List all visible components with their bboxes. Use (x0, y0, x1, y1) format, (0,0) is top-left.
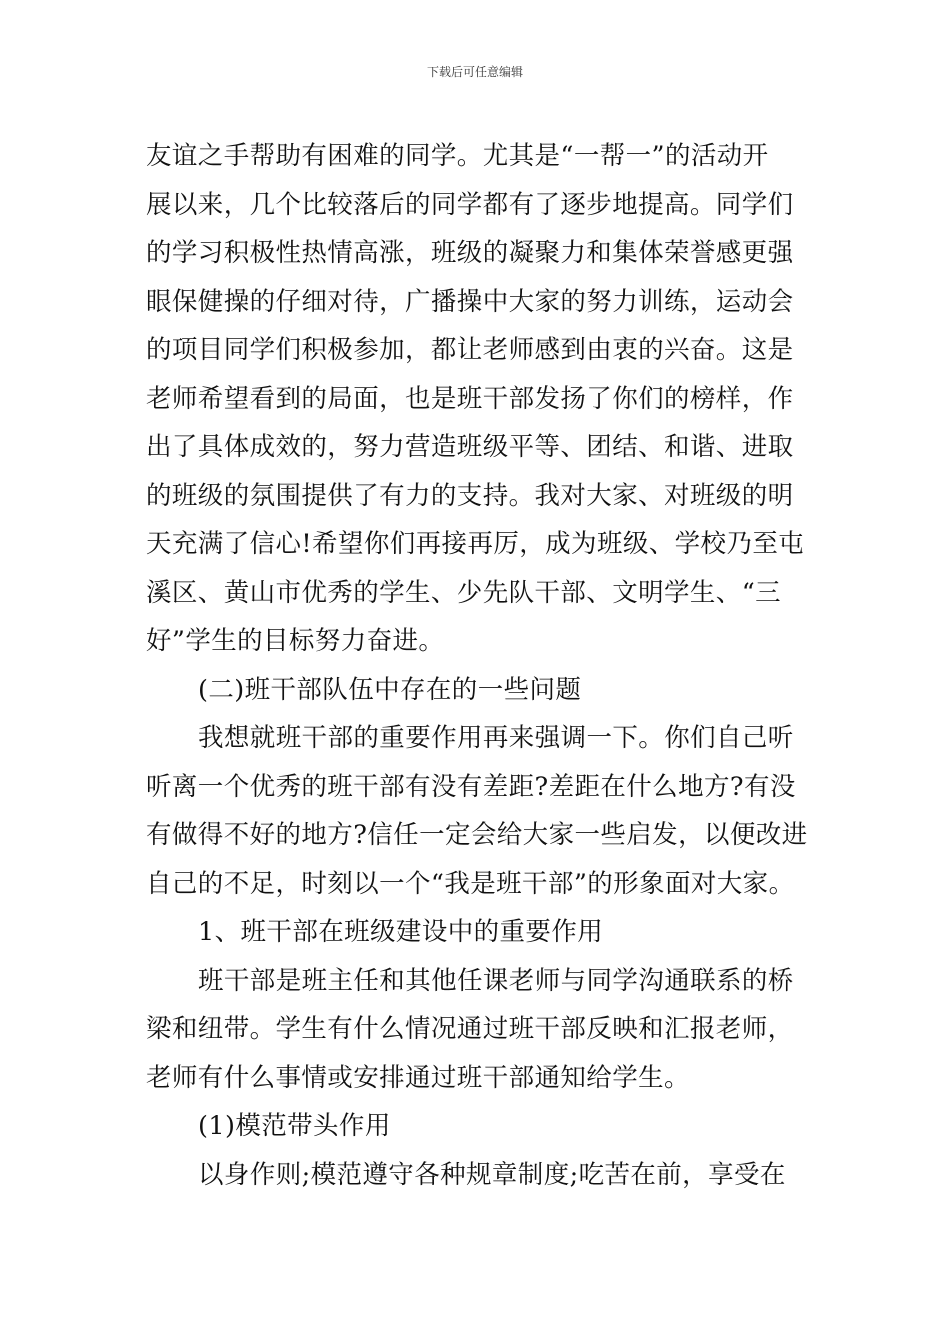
text-line: 友谊之手帮助有困难的同学。尤其是“一帮一”的活动开 (146, 141, 769, 171)
paragraph-start-line: 班干部是班主任和其他任课老师与同学沟通联系的桥 (198, 965, 794, 996)
text-line: 梁和纽带。学生有什么情况通过班干部反映和汇报老师， (146, 1014, 794, 1044)
text-line: 天充满了信心!希望你们再接再厉，成为班级、学校乃至屯 (146, 529, 805, 559)
text-line: 的学习积极性热情高涨，班级的凝聚力和集体荣誉感更强 (146, 238, 794, 268)
section-heading: 1、班干部在班级建设中的重要作用 (198, 917, 604, 947)
text-line: 出了具体成效的，努力营造班级平等、团结、和谐、进取 (146, 432, 794, 462)
text-line: 眼保健操的仔细对待，广播操中大家的努力训练，运动会 (146, 286, 794, 317)
subsection-heading: (1)模范带头作用 (198, 1111, 391, 1141)
text-line: 有做得不好的地方?信任一定会给大家一些启发，以便改进 (146, 820, 808, 850)
text-line: 自己的不足，时刻以一个“我是班干部”的形象面对大家。 (146, 868, 795, 899)
section-heading: (二)班干部队伍中存在的一些问题 (198, 674, 582, 705)
text-line: 老师有什么事情或安排通过班干部通知给学生。 (146, 1062, 690, 1093)
text-line: 听离一个优秀的班干部有没有差距?差距在什么地方?有没 (146, 771, 796, 802)
paragraph-start-line: 以身作则;模范遵守各种规章制度;吃苦在前，享受在 (198, 1159, 786, 1190)
text-line: 的项目同学们积极参加，都让老师感到由衷的兴奋。这是 (146, 335, 794, 365)
page-header-note: 下载后可任意编辑 (426, 65, 523, 79)
paragraph-start-line: 我想就班干部的重要作用再来强调一下。你们自己听 (198, 723, 794, 753)
document-body (146, 132, 808, 1199)
text-line: 老师希望看到的局面，也是班干部发扬了你们的榜样，作 (146, 383, 794, 414)
text-line: 好”学生的目标努力奋进。 (146, 626, 445, 656)
text-line: 的班级的氛围提供了有力的支持。我对大家、对班级的明 (146, 480, 794, 511)
text-line: 展以来，几个比较落后的同学都有了逐步地提高。同学们 (146, 189, 794, 220)
text-line: 溪区、黄山市优秀的学生、少先队干部、文明学生、“三 (146, 577, 782, 608)
